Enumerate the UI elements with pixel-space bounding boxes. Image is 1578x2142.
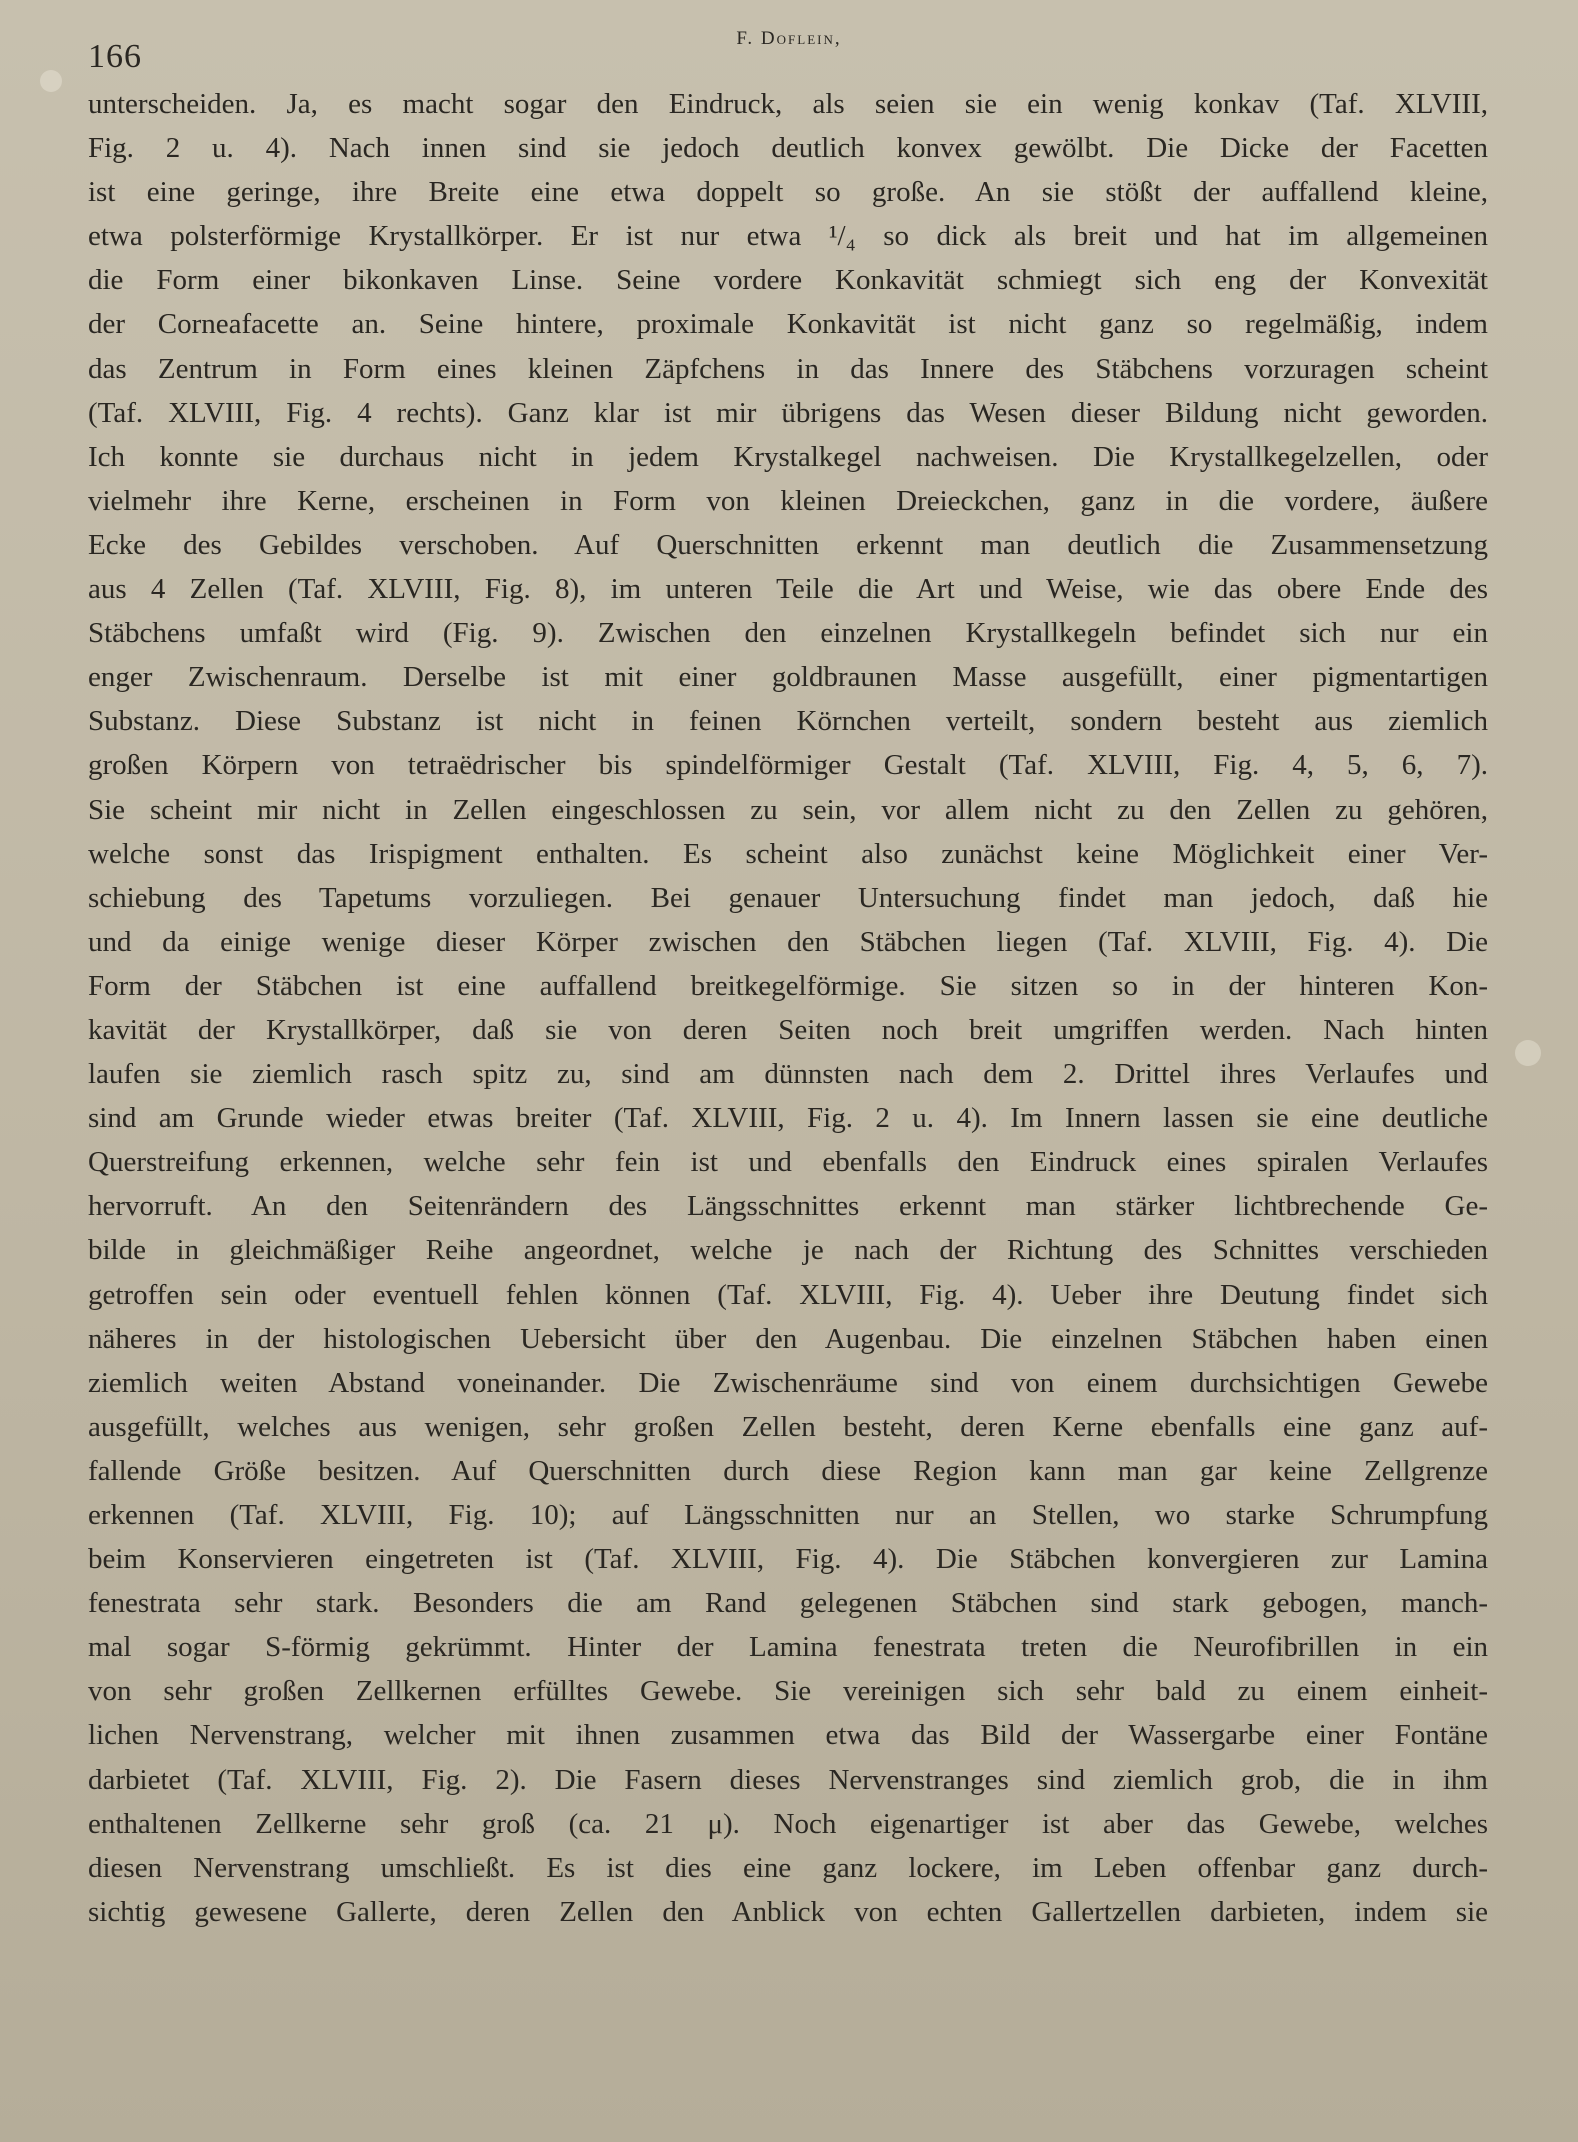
text-line: die Form einer bikonkaven Linse. Seine vordere Konkavität schmiegt sich eng der Konvexität xyxy=(88,264,1488,297)
page-number: 166 xyxy=(88,38,142,75)
text-line: darbietet (Taf. XLVIII, Fig. 2). Die Fasern dieses Nervenstranges sind ziemlich grob, die in ihm xyxy=(88,1763,1488,1796)
text-line: fallende Größe besitzen. Auf Querschnitten durch diese Region kann man gar keine Zellgrenze xyxy=(88,1454,1488,1487)
text-line: kavität der Krystallkörper, daß sie von deren Seiten noch breit umgriffen werden. Nach hinten xyxy=(88,1013,1488,1046)
text-line: ziemlich weiten Abstand voneinander. Die Zwischenräume sind von einem durchsichtigen Gewebe xyxy=(88,1366,1488,1399)
text-line: lichen Nervenstrang, welcher mit ihnen zusammen etwa das Bild der Wassergarbe einer Fontäne xyxy=(88,1719,1488,1752)
text-line: der Corneafacette an. Seine hintere, proximale Konkavität ist nicht ganz so regelmäßig, indem xyxy=(88,308,1488,341)
text-line: großen Körpern von tetraëdrischer bis spindelförmiger Gestalt (Taf. XLVIII, Fig. 4, 5, 6, 7). xyxy=(88,749,1488,782)
text-line: (Taf. XLVIII, Fig. 4 rechts). Ganz klar ist mir übrigens das Wesen dieser Bildung nicht geworden. xyxy=(88,396,1488,429)
text-line: etwa polsterförmige Krystallkörper. Er ist nur etwa ¹/₄ so dick als breit und hat im allgemeinen xyxy=(88,220,1488,253)
text-line: von sehr großen Zellkernen erfülltes Gewebe. Sie vereinigen sich sehr bald zu einem einheit- xyxy=(88,1675,1488,1708)
text-line: sind am Grunde wieder etwas breiter (Taf. XLVIII, Fig. 2 u. 4). Im Innern lassen sie eine deutliche xyxy=(88,1102,1488,1135)
paper-stain xyxy=(1515,1040,1541,1066)
body-text xyxy=(88,82,1488,1934)
text-line: vielmehr ihre Kerne, erscheinen in Form von kleinen Dreieckchen, ganz in die vordere, äußere xyxy=(88,484,1488,517)
text-line: ist eine geringe, ihre Breite eine etwa doppelt so große. An sie stößt der auffallend kleine, xyxy=(88,176,1488,209)
text-line: Form der Stäbchen ist eine auffallend breitkegelförmige. Sie sitzen so in der hinteren Kon- xyxy=(88,969,1488,1002)
text-line: diesen Nervenstrang umschließt. Es ist dies eine ganz lockere, im Leben offenbar ganz durch- xyxy=(88,1851,1488,1884)
text-line: Ich konnte sie durchaus nicht in jedem Krystalkegel nachweisen. Die Krystallkegelzellen, oder xyxy=(88,440,1488,473)
text-line: enger Zwischenraum. Derselbe ist mit einer goldbraunen Masse ausgefüllt, einer pigmentartigen xyxy=(88,661,1488,694)
text-line: schiebung des Tapetums vorzuliegen. Bei genauer Untersuchung findet man jedoch, daß hie xyxy=(88,881,1488,914)
text-line: Sie scheint mir nicht in Zellen eingeschlossen zu sein, vor allem nicht zu den Zellen zu gehören, xyxy=(88,793,1488,826)
text-line: getroffen sein oder eventuell fehlen können (Taf. XLVIII, Fig. 4). Ueber ihre Deutung findet sich xyxy=(88,1278,1488,1311)
text-line: beim Konservieren eingetreten ist (Taf. XLVIII, Fig. 4). Die Stäbchen konvergieren zur Lamina xyxy=(88,1543,1488,1576)
text-line: aus 4 Zellen (Taf. XLVIII, Fig. 8), im unteren Teile die Art und Weise, wie das obere Ende des xyxy=(88,573,1488,606)
text-line: näheres in der histologischen Uebersicht über den Augenbau. Die einzelnen Stäbchen haben einen xyxy=(88,1322,1488,1355)
text-line: und da einige wenige dieser Körper zwischen den Stäbchen liegen (Taf. XLVIII, Fig. 4). Die xyxy=(88,925,1488,958)
text-line: sichtig gewesene Gallerte, deren Zellen den Anblick von echten Gallertzellen darbieten, indem sie xyxy=(88,1895,1488,1928)
text-line: fenestrata sehr stark. Besonders die am Rand gelegenen Stäbchen sind stark gebogen, manch- xyxy=(88,1587,1488,1620)
text-line: Fig. 2 u. 4). Nach innen sind sie jedoch deutlich konvex gewölbt. Die Dicke der Facetten xyxy=(88,132,1488,165)
running-head: F. Doflein, xyxy=(736,28,842,49)
text-line: hervorruft. An den Seitenrändern des Längsschnittes erkennt man stärker lichtbrechende Ge- xyxy=(88,1190,1488,1223)
text-line: Stäbchens umfaßt wird (Fig. 9). Zwischen den einzelnen Krystallkegeln befindet sich nur ein xyxy=(88,617,1488,650)
text-line: mal sogar S-förmig gekrümmt. Hinter der Lamina fenestrata treten die Neurofibrillen in ein xyxy=(88,1631,1488,1664)
text-line: unterscheiden. Ja, es macht sogar den Eindruck, als seien sie ein wenig konkav (Taf. XLVIII, xyxy=(88,88,1488,120)
text-line: ausgefüllt, welches aus wenigen, sehr großen Zellen besteht, deren Kerne ebenfalls eine ganz auf- xyxy=(88,1410,1488,1443)
text-line: Ecke des Gebildes verschoben. Auf Querschnitten erkennt man deutlich die Zusammensetzung xyxy=(88,528,1488,561)
text-line: laufen sie ziemlich rasch spitz zu, sind am dünnsten nach dem 2. Drittel ihres Verlaufes und xyxy=(88,1058,1488,1091)
text-line: bilde in gleichmäßiger Reihe angeordnet, welche je nach der Richtung des Schnittes verschieden xyxy=(88,1234,1488,1267)
paper-stain xyxy=(40,70,62,92)
text-line: Substanz. Diese Substanz ist nicht in feinen Körnchen verteilt, sondern besteht aus ziemlich xyxy=(88,705,1488,738)
text-line: erkennen (Taf. XLVIII, Fig. 10); auf Längsschnitten nur an Stellen, wo starke Schrumpfung xyxy=(88,1499,1488,1531)
text-line: enthaltenen Zellkerne sehr groß (ca. 21 μ). Noch eigenartiger ist aber das Gewebe, welches xyxy=(88,1807,1488,1840)
text-line: das Zentrum in Form eines kleinen Zäpfchens in das Innere des Stäbchens vorzuragen scheint xyxy=(88,352,1488,385)
text-line: Querstreifung erkennen, welche sehr fein ist und ebenfalls den Eindruck eines spiralen Verlaufes xyxy=(88,1146,1488,1179)
text-line: welche sonst das Irispigment enthalten. Es scheint also zunächst keine Möglichkeit einer Ver- xyxy=(88,837,1488,870)
